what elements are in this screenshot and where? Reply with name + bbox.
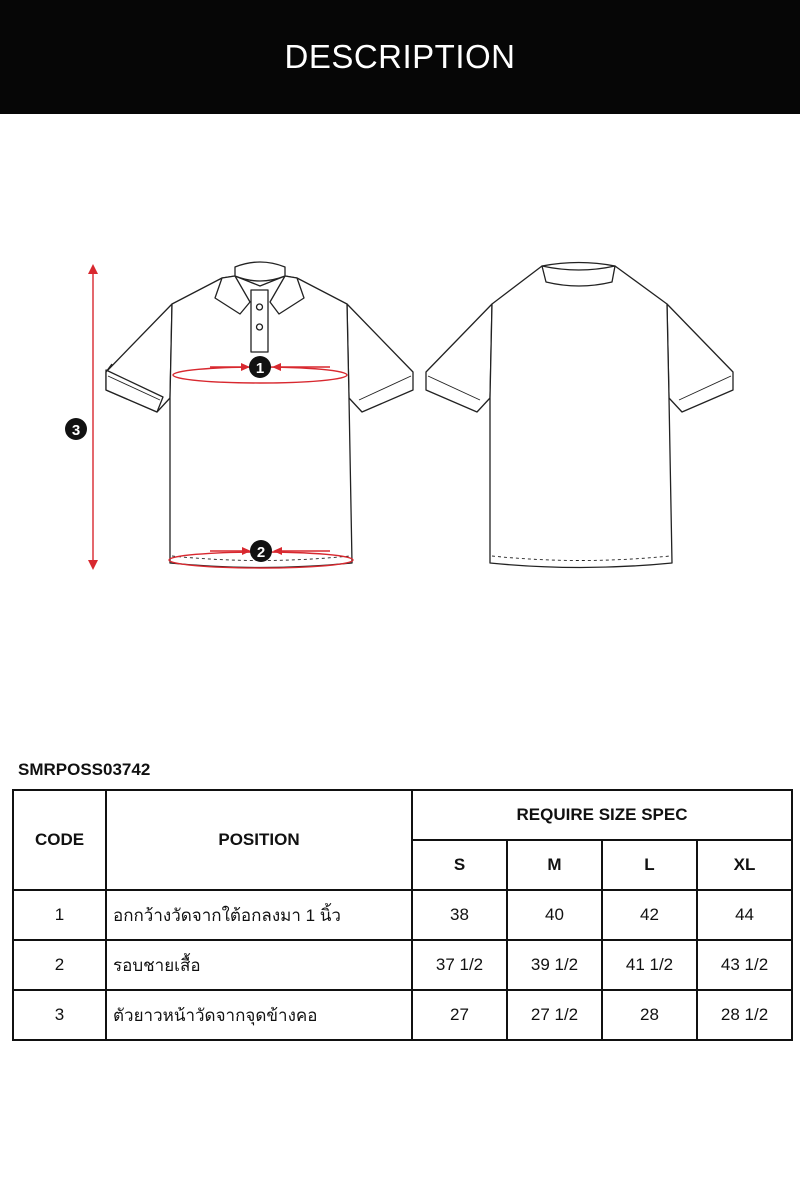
row-value-m: 39 1/2 (507, 940, 602, 990)
marker-1-label: 1 (255, 360, 265, 377)
row-position: ตัวยาวหน้าวัดจากจุดข้างคอ (106, 990, 412, 1040)
table-row (13, 890, 792, 940)
row-value-s: 27 (412, 990, 507, 1040)
front-shirt (106, 262, 413, 568)
front-placket (251, 290, 268, 352)
header-size-m: M (507, 840, 602, 890)
header-position: POSITION (106, 790, 412, 890)
back-body (490, 263, 672, 568)
header-require-size-spec: REQUIRE SIZE SPEC (412, 790, 792, 840)
row-value-s: 37 1/2 (412, 940, 507, 990)
row-value-m: 40 (507, 890, 602, 940)
row-position: รอบชายเสื้อ (106, 940, 412, 990)
header-size-xl: XL (697, 840, 792, 890)
row-position: อกกว้างวัดจากใต้อกลงมา 1 นิ้ว (106, 890, 412, 940)
row-value-xl: 44 (697, 890, 792, 940)
row-value-l: 28 (602, 990, 697, 1040)
garment-diagram (0, 114, 800, 734)
polo-shirt-illustration (0, 114, 800, 734)
row-code: 1 (13, 890, 106, 940)
measure-front-length (65, 264, 98, 570)
back-left-sleeve (426, 304, 492, 412)
table-row (13, 990, 792, 1040)
header-bar (0, 0, 800, 114)
size-spec-table (12, 789, 793, 1041)
header-size-l: L (602, 840, 697, 890)
row-value-xl: 28 1/2 (697, 990, 792, 1040)
marker-2-label: 2 (256, 544, 266, 561)
back-right-sleeve (667, 304, 733, 412)
row-value-m: 27 1/2 (507, 990, 602, 1040)
header-size-s: S (412, 840, 507, 890)
row-value-l: 41 1/2 (602, 940, 697, 990)
front-collar-back (235, 262, 285, 281)
page-title: DESCRIPTION (284, 38, 516, 75)
row-value-xl: 43 1/2 (697, 940, 792, 990)
header-code: CODE (13, 790, 106, 890)
row-code: 2 (13, 940, 106, 990)
product-code: SMRPOSS03742 (18, 760, 151, 779)
front-right-sleeve (347, 304, 413, 412)
row-code: 3 (13, 990, 106, 1040)
table-row (13, 940, 792, 990)
row-value-s: 38 (412, 890, 507, 940)
row-value-l: 42 (602, 890, 697, 940)
back-shirt (426, 263, 733, 568)
marker-3-label: 3 (71, 422, 81, 439)
